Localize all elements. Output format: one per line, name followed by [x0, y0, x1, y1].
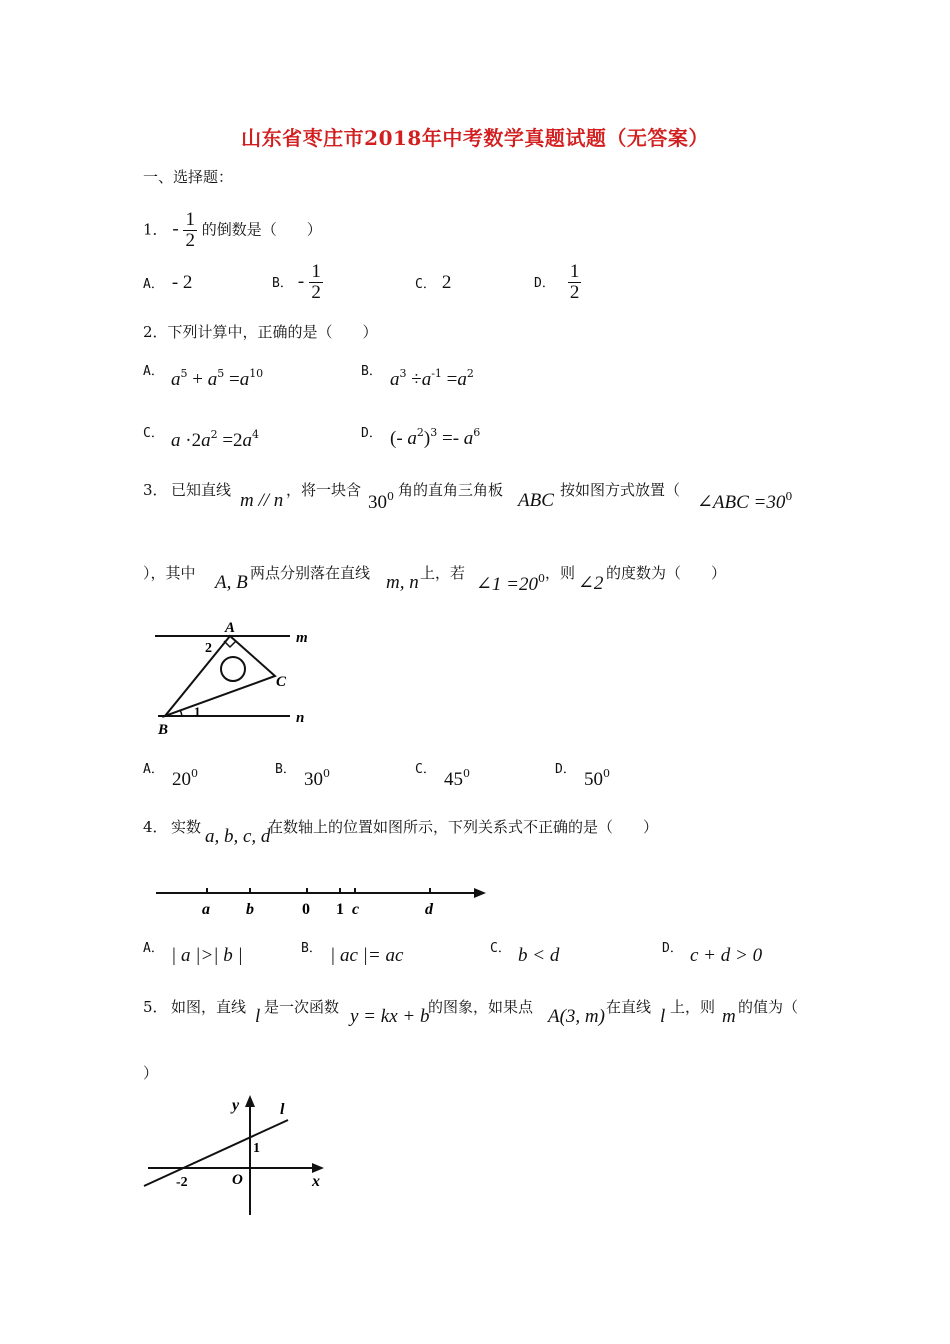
q2-option-a-label: A． — [143, 364, 164, 379]
q1-fraction: $\frac{1}{2}$ — [185, 209, 195, 251]
q3-text-3: 角的直角三角板 — [398, 481, 504, 499]
q3-number: 3． — [143, 481, 168, 499]
q5-text-4: 在直线 — [606, 998, 652, 1016]
q5-m: m — [722, 1006, 736, 1027]
q3-angle1: ∠1 $=20^0$ — [476, 572, 545, 595]
line-l — [144, 1120, 288, 1186]
x-axis-label: x — [312, 1173, 320, 1190]
q3-figure — [150, 618, 320, 743]
q1-option-b: B． - $\frac{1}{2}$ — [272, 261, 321, 303]
x-intercept-label: -2 — [176, 1175, 188, 1190]
q3-option-d-label: D． — [555, 762, 576, 777]
point-a-label: A — [225, 620, 236, 636]
page-title: 山东省枣庄市2018年中考数学真题试题（无答案） — [241, 126, 709, 150]
q3-text-4: 按如图方式放置（ — [560, 481, 681, 499]
y-axis-label: y — [232, 1097, 240, 1114]
q2-option-d-label: D． — [361, 426, 382, 441]
y-intercept-label: 1 — [253, 1141, 260, 1156]
q2-stem: 2．下列计算中，正确的是（ ） — [143, 323, 378, 341]
q4-text-1: 实数 — [171, 818, 202, 836]
axis-arrow — [474, 888, 486, 898]
axis-label-a: a — [202, 901, 210, 918]
q3-angle2: ∠2 — [578, 573, 604, 594]
axis-label-0: 0 — [302, 901, 310, 918]
q3-deg30: $30^0$ — [368, 490, 394, 513]
q1-stem — [143, 210, 322, 251]
triangle-abc — [165, 636, 275, 716]
q4-option-c-label: C． — [490, 941, 511, 956]
q3-text-6: 两点分别落在直线 — [250, 564, 371, 582]
q3-option-c-value: $45^0$ — [444, 767, 470, 790]
line-m-label: m — [296, 630, 308, 646]
q3-angle-abc: ∠ABC $=30^0$ — [697, 490, 793, 513]
q2-option-d-expr: (- $a^2)^3 =- a^6$ — [390, 426, 481, 449]
q5-number: 5． — [143, 998, 168, 1016]
q1-option-d: D． $\frac{1}{2}$ — [534, 261, 580, 303]
point-b-label: B — [158, 722, 169, 738]
q2-option-b-expr: $a^3 \div a^{-1} =a^2$ — [390, 367, 474, 390]
q4-option-d-expr: c + d > 0 — [690, 945, 763, 966]
q4-option-b-label: B． — [301, 941, 322, 956]
q3-option-c-label: C． — [415, 762, 436, 777]
axis-label-d: d — [425, 901, 433, 918]
q3-text-9: 的度数为（ ） — [606, 564, 727, 582]
q3-text-8: ，则 — [545, 564, 576, 582]
q3-text-7: 上，若 — [420, 564, 466, 582]
right-angle-mark — [224, 641, 236, 647]
q2-option-a-expr: $a^5 + a^5 =a^{10}$ — [171, 367, 264, 390]
q5-text-7: ） — [143, 1064, 159, 1082]
q5-point: A(3, m) — [548, 1006, 605, 1027]
q5-function: y = kx + b — [350, 1006, 430, 1027]
q4-option-c-expr: b < d — [518, 945, 560, 966]
q1-number: 1． — [143, 220, 168, 239]
point-c-label: C — [276, 674, 287, 690]
q3-option-a-value: $20^0$ — [172, 767, 198, 790]
q5-text-2: 是一次函数 — [264, 998, 340, 1016]
q2-option-b-label: B． — [361, 364, 382, 379]
q4-number: 4． — [143, 818, 168, 836]
q4-option-a-expr: | a |>| b | — [171, 945, 243, 966]
q3-text-1: 已知直线 — [171, 481, 232, 499]
triangle-hole — [221, 657, 245, 681]
q5-figure — [140, 1090, 340, 1220]
q4-vars: a, b, c, d — [205, 826, 271, 847]
q3-m-parallel-n: m // n — [240, 490, 284, 511]
y-axis-arrow — [245, 1095, 255, 1107]
q5-text-3: 的图象，如果点 — [428, 998, 534, 1016]
q3-mn: m, n — [386, 572, 419, 593]
q5-l-2: l — [660, 1006, 666, 1027]
line-l-label: l — [280, 1101, 285, 1118]
q3-text-2: ，将一块含 — [286, 481, 362, 499]
q1-neg: - — [172, 218, 179, 240]
q2-option-c-label: C． — [143, 426, 164, 441]
q3-ab: A, B — [215, 572, 248, 593]
axis-label-c: c — [352, 901, 360, 918]
q3-text-5: ），其中 — [143, 564, 196, 582]
q5-text-6: 的值为（ — [738, 998, 799, 1016]
q4-option-b-expr: | ac |= ac — [330, 945, 404, 966]
axis-label-1: 1 — [336, 901, 344, 918]
q5-text-5: 上，则 — [670, 998, 716, 1016]
q3-option-b-value: $30^0$ — [304, 767, 330, 790]
axis-label-b: b — [246, 901, 254, 918]
section-heading: 一、选择题： — [143, 168, 234, 186]
x-axis-arrow — [312, 1163, 324, 1173]
q4-text-2: 在数轴上的位置如图所示，下列关系式不正确的是（ ） — [268, 818, 659, 836]
number-line-figure — [150, 878, 490, 920]
origin-label: O — [232, 1172, 243, 1188]
angle2-label: 2 — [205, 641, 212, 656]
q3-option-a-label: A． — [143, 762, 164, 777]
q4-option-a-label: A． — [143, 941, 164, 956]
q2-option-c-expr: $a \cdot 2a^2 =2a^4$ — [171, 428, 260, 451]
q1-text: 的倒数是（ ） — [201, 220, 322, 239]
q1-option-a: A． - 2 — [143, 272, 193, 293]
q5-l: l — [255, 1006, 261, 1027]
line-n-label: n — [296, 710, 305, 726]
q1-option-c: C． 2 — [415, 272, 452, 293]
q3-option-d-value: $50^0$ — [584, 767, 610, 790]
q4-option-d-label: D． — [662, 941, 683, 956]
q3-option-b-label: B． — [275, 762, 296, 777]
q5-text-1: 如图，直线 — [171, 998, 247, 1016]
angle1-label: 1 — [194, 704, 201, 719]
q3-abc: ABC — [518, 490, 554, 511]
